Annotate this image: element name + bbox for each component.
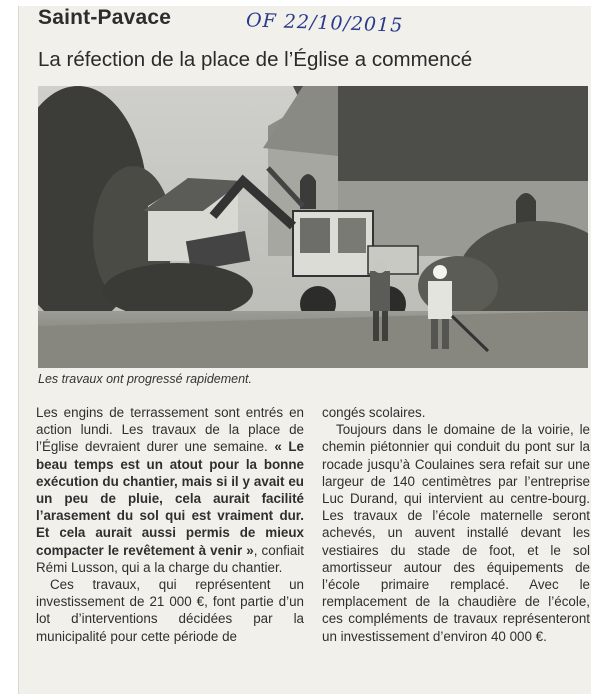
paragraph-1 <box>36 404 304 576</box>
quote: « Le beau temps est un atout pour la bonne exécution du chantier, mais si il y avait eu un peu de pluie, cela aurait facilité l’arasement du sol qui est vraiment dur. Et cela aurait aussi permis de mieux compacter le revêtement à venir » <box>36 439 304 558</box>
article-column-left <box>36 404 304 645</box>
photo-caption: Les travaux ont progressé rapidement. <box>38 372 253 386</box>
article-headline: La réfection de la place de l’Église a commencé <box>38 48 473 71</box>
construction-site-image <box>38 86 588 368</box>
paragraph-1-outro: , confiait Rémi Lusson, qui a la charge du chantier. <box>36 542 304 575</box>
section-title: Saint-Pavace <box>38 6 172 29</box>
paragraph-1-intro: Les engins de terrassement sont entrés en action lundi. Les travaux de la place de l’Église devraient durer une semaine. <box>36 405 304 455</box>
handwritten-date-note: OF 22/10/2015 <box>245 9 404 37</box>
article-photo <box>38 86 588 368</box>
article-column-right <box>322 404 590 645</box>
paragraph-2: Ces travaux, qui représentent un investissement de 21 000 €, font partie d’un lot d’interventions décidées par la municipalité pour cette période de <box>36 577 304 644</box>
paragraph-3: Toujours dans le domaine de la voirie, le chemin piétonnier qui conduit du pont sur la rocade jusqu’à Coulaines sera refait sur une largeur de 140 centimètres par l’entreprise Luc Durand, qui intervient au centre-bourg. Les travaux de l’école maternelle seront achevés, un auvent installé devant les vestiaires du stade de foot, et le sol amortisseur autour des équipements de l’école primaire remplacé. Avec le remplacement de la chaudière de l’école, ces compléments de travaux représenteront un investissement d’environ 40 000 €. <box>322 422 590 644</box>
paragraph-2-continued: congés scolaires. <box>322 405 426 420</box>
